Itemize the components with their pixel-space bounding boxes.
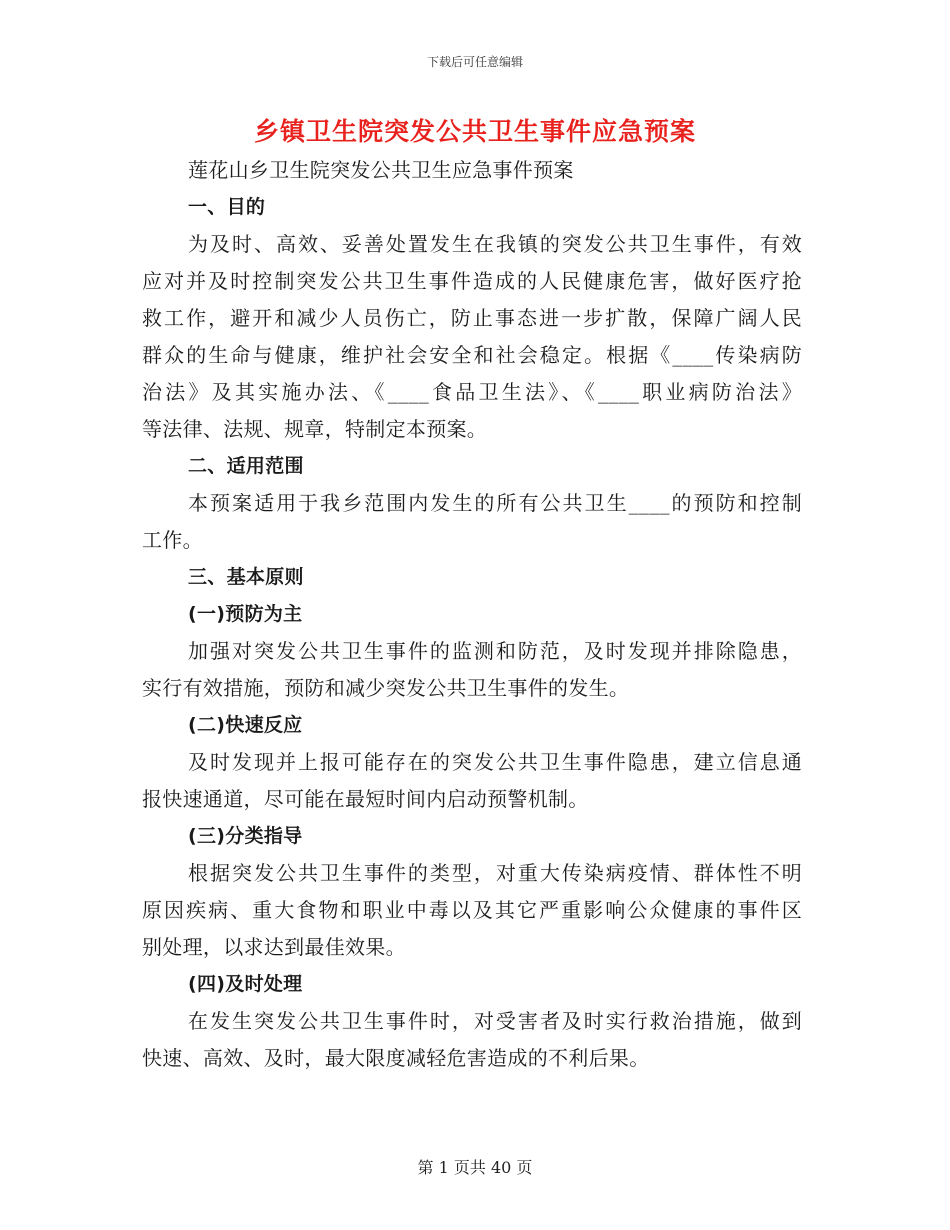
paragraph-line: 在发生突发公共卫生事件时，对受害者及时实行救治措施，做到 bbox=[188, 1009, 802, 1033]
section-heading-scope: 二、适用范围 bbox=[188, 455, 304, 477]
paragraph-line: 群众的生命与健康，维护社会安全和社会稳定。根据《____传染病防 bbox=[142, 343, 802, 367]
paragraph-line: 原因疾病、重大食物和职业中毒以及其它严重影响公众健康的事件区 bbox=[142, 898, 802, 922]
paragraph-line: 实行有效措施，预防和减少突发公共卫生事件的发生。 bbox=[142, 676, 630, 700]
subsection-heading-timely-handling: (四)及时处理 bbox=[188, 973, 303, 995]
document-subtitle: 莲花山乡卫生院突发公共卫生应急事件预案 bbox=[188, 158, 574, 182]
paragraph-line: 报快速通道，尽可能在最短时间内启动预警机制。 bbox=[142, 787, 589, 811]
subsection-heading-rapid-response: (二)快速反应 bbox=[188, 714, 303, 736]
paragraph-line: 等法律、法规、规章，特制定本预案。 bbox=[142, 417, 488, 441]
page-footer-number: 第 1 页共 40 页 bbox=[417, 1158, 533, 1177]
paragraph-line: 快速、高效、及时，最大限度减轻危害造成的不利后果。 bbox=[142, 1046, 650, 1070]
document-title: 乡镇卫生院突发公共卫生事件应急预案 bbox=[253, 117, 696, 146]
paragraph-line: 及时发现并上报可能存在的突发公共卫生事件隐患，建立信息通 bbox=[188, 750, 802, 774]
section-heading-purpose: 一、目的 bbox=[188, 196, 266, 218]
paragraph-line: 为及时、高效、妥善处置发生在我镇的突发公共卫生事件，有效 bbox=[188, 232, 802, 256]
page-header-note: 下载后可任意编辑 bbox=[426, 55, 523, 69]
subsection-heading-classified-guidance: (三)分类指导 bbox=[188, 825, 303, 847]
paragraph-line: 工作。 bbox=[142, 528, 203, 552]
paragraph-line: 救工作，避开和减少人员伤亡，防止事态进一步扩散，保障广阔人民 bbox=[142, 306, 802, 330]
paragraph-line: 根据突发公共卫生事件的类型，对重大传染病疫情、群体性不明 bbox=[188, 861, 802, 885]
paragraph-line: 本预案适用于我乡范围内发生的所有公共卫生____的预防和控制 bbox=[188, 491, 802, 515]
paragraph-line: 别处理，以求达到最佳效果。 bbox=[142, 935, 406, 959]
section-heading-principles: 三、基本原则 bbox=[188, 566, 304, 588]
subsection-heading-prevention: (一)预防为主 bbox=[188, 603, 303, 625]
paragraph-line: 应对并及时控制突发公共卫生事件造成的人民健康危害，做好医疗抢 bbox=[142, 269, 802, 293]
paragraph-line: 治法》及其实施办法、《____食品卫生法》、《____职业病防治法》 bbox=[142, 380, 802, 404]
document-body bbox=[142, 152, 802, 1077]
paragraph-line: 加强对突发公共卫生事件的监测和防范，及时发现并排除隐患， bbox=[188, 639, 802, 663]
